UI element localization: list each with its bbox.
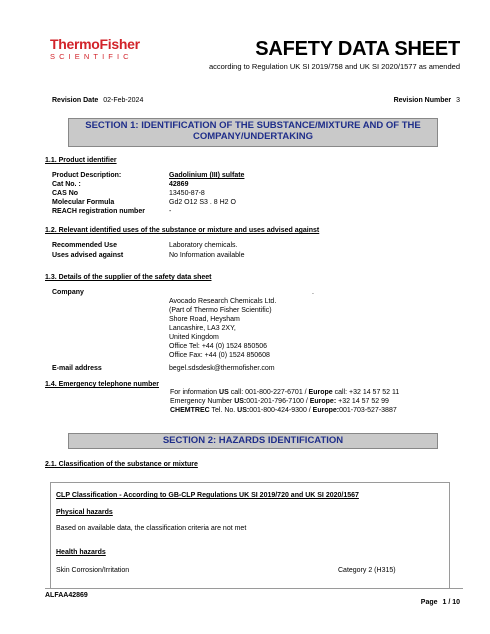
logo-tagline: SCIENTIFIC (50, 52, 133, 61)
emergency-region: US: (234, 398, 247, 405)
physical-hazards-label: Physical hazards (56, 509, 113, 516)
identifier-label: Molecular Formula (52, 199, 115, 206)
company-logo (50, 37, 140, 62)
use-label: Recommended Use (52, 242, 117, 249)
revision-number (394, 96, 460, 105)
company-dot: . (312, 289, 314, 296)
emergency-line-1 (170, 388, 399, 397)
revision-date-value: 02-Feb-2024 (103, 97, 144, 104)
section-2-heading: SECTION 2: HAZARDS IDENTIFICATION (68, 433, 438, 449)
address-line: Office Fax: +44 (0) 1524 850608 (169, 352, 270, 359)
emergency-line-3 (170, 406, 399, 415)
emergency-region: Europe: (312, 407, 340, 414)
use-value: No Information available (169, 252, 245, 259)
health-hazard-category: Category 2 (H315) (338, 567, 396, 574)
page-label: Page (420, 599, 438, 606)
emergency-text: +32 14 57 52 99 (336, 398, 389, 405)
company-label: Company (52, 289, 84, 296)
emergency-text: call: +32 14 57 52 11 (332, 389, 400, 396)
emergency-region: Europe: (309, 398, 337, 405)
company-address (169, 297, 276, 360)
address-line: United Kingdom (169, 334, 219, 341)
document-subtitle: according to Regulation UK SI 2019/758 and UK SI 2020/1577 as amended (208, 62, 460, 71)
subsection-1-3: 1.3. Details of the supplier of the safety data sheet (45, 274, 212, 281)
emergency-line-2 (170, 397, 399, 406)
emergency-region: CHEMTREC (170, 407, 210, 414)
identifier-label: REACH registration number (52, 208, 145, 215)
health-hazard-item: Skin Corrosion/Irritation (56, 567, 130, 574)
revision-date-label: Revision Date (52, 97, 99, 104)
section-1-heading: SECTION 1: IDENTIFICATION OF THE SUBSTANCE/MIXTURE AND OF THE COMPANY/UNDERTAKING (68, 118, 438, 147)
revision-number-label: Revision Number (393, 97, 452, 104)
page-value: 1 / 10 (442, 599, 460, 606)
subsection-2-1: 2.1. Classification of the substance or mixture (45, 461, 198, 468)
address-line: Shore Road, Heysham (169, 316, 240, 323)
emergency-text: 001-703-527-3887 (339, 407, 397, 414)
document-title: SAFETY DATA SHEET (255, 38, 460, 60)
address-line: Avocado Research Chemicals Ltd. (169, 298, 277, 305)
emergency-region: US: (237, 407, 250, 414)
footer-page-number (421, 598, 460, 607)
clp-heading: CLP Classification - According to GB-CLP Regulations UK SI 2019/720 and UK SI 2020/1567 (56, 492, 359, 499)
use-label: Uses advised against (52, 252, 124, 259)
identifier-value: 42869 (169, 181, 189, 188)
emergency-text: Emergency Number (170, 398, 235, 405)
footer-document-code: ALFAA42869 (45, 592, 88, 599)
revision-date (52, 96, 143, 105)
email-link[interactable]: begel.sdsdesk@thermofisher.com (169, 365, 275, 372)
use-value: Laboratory chemicals. (169, 242, 238, 249)
revision-number-value: 3 (456, 97, 460, 104)
identifier-label: Product Description: (52, 172, 122, 179)
footer-divider (45, 588, 463, 589)
identifier-value: - (169, 208, 172, 215)
emergency-region: Europe (308, 389, 333, 396)
address-line: (Part of Thermo Fisher Scientific) (169, 307, 272, 314)
health-hazards-label: Health hazards (56, 549, 106, 556)
emergency-info (170, 388, 399, 415)
logo-wordmark: ThermoFisher (50, 36, 140, 52)
physical-hazards-text: Based on available data, the classification criteria are not met (56, 525, 247, 532)
emergency-region: US (219, 389, 229, 396)
emergency-text: For information (170, 389, 220, 396)
identifier-value: Gd2 O12 S3 . 8 H2 O (169, 199, 236, 206)
identifier-value: Gadolinium (III) sulfate (169, 172, 245, 179)
emergency-text: 001-201-796-7100 / (246, 398, 310, 405)
subsection-1-4: 1.4. Emergency telephone number (45, 381, 159, 388)
subsection-1-1: 1.1. Product identifier (45, 157, 117, 164)
address-line: Lancashire, LA3 2XY, (169, 325, 236, 332)
address-line: Office Tel: +44 (0) 1524 850506 (169, 343, 268, 350)
identifier-label: CAS No (52, 190, 79, 197)
emergency-text: call: 001-800-227-6701 / (228, 389, 309, 396)
email-label: E-mail address (52, 365, 102, 372)
emergency-text: 001-800-424-9300 / (249, 407, 313, 414)
identifier-label: Cat No. : (52, 181, 81, 188)
subsection-1-2: 1.2. Relevant identified uses of the substance or mixture and uses advised against (45, 227, 320, 234)
identifier-value: 13450-87-8 (169, 190, 205, 197)
emergency-text: Tel. No. (209, 407, 238, 414)
